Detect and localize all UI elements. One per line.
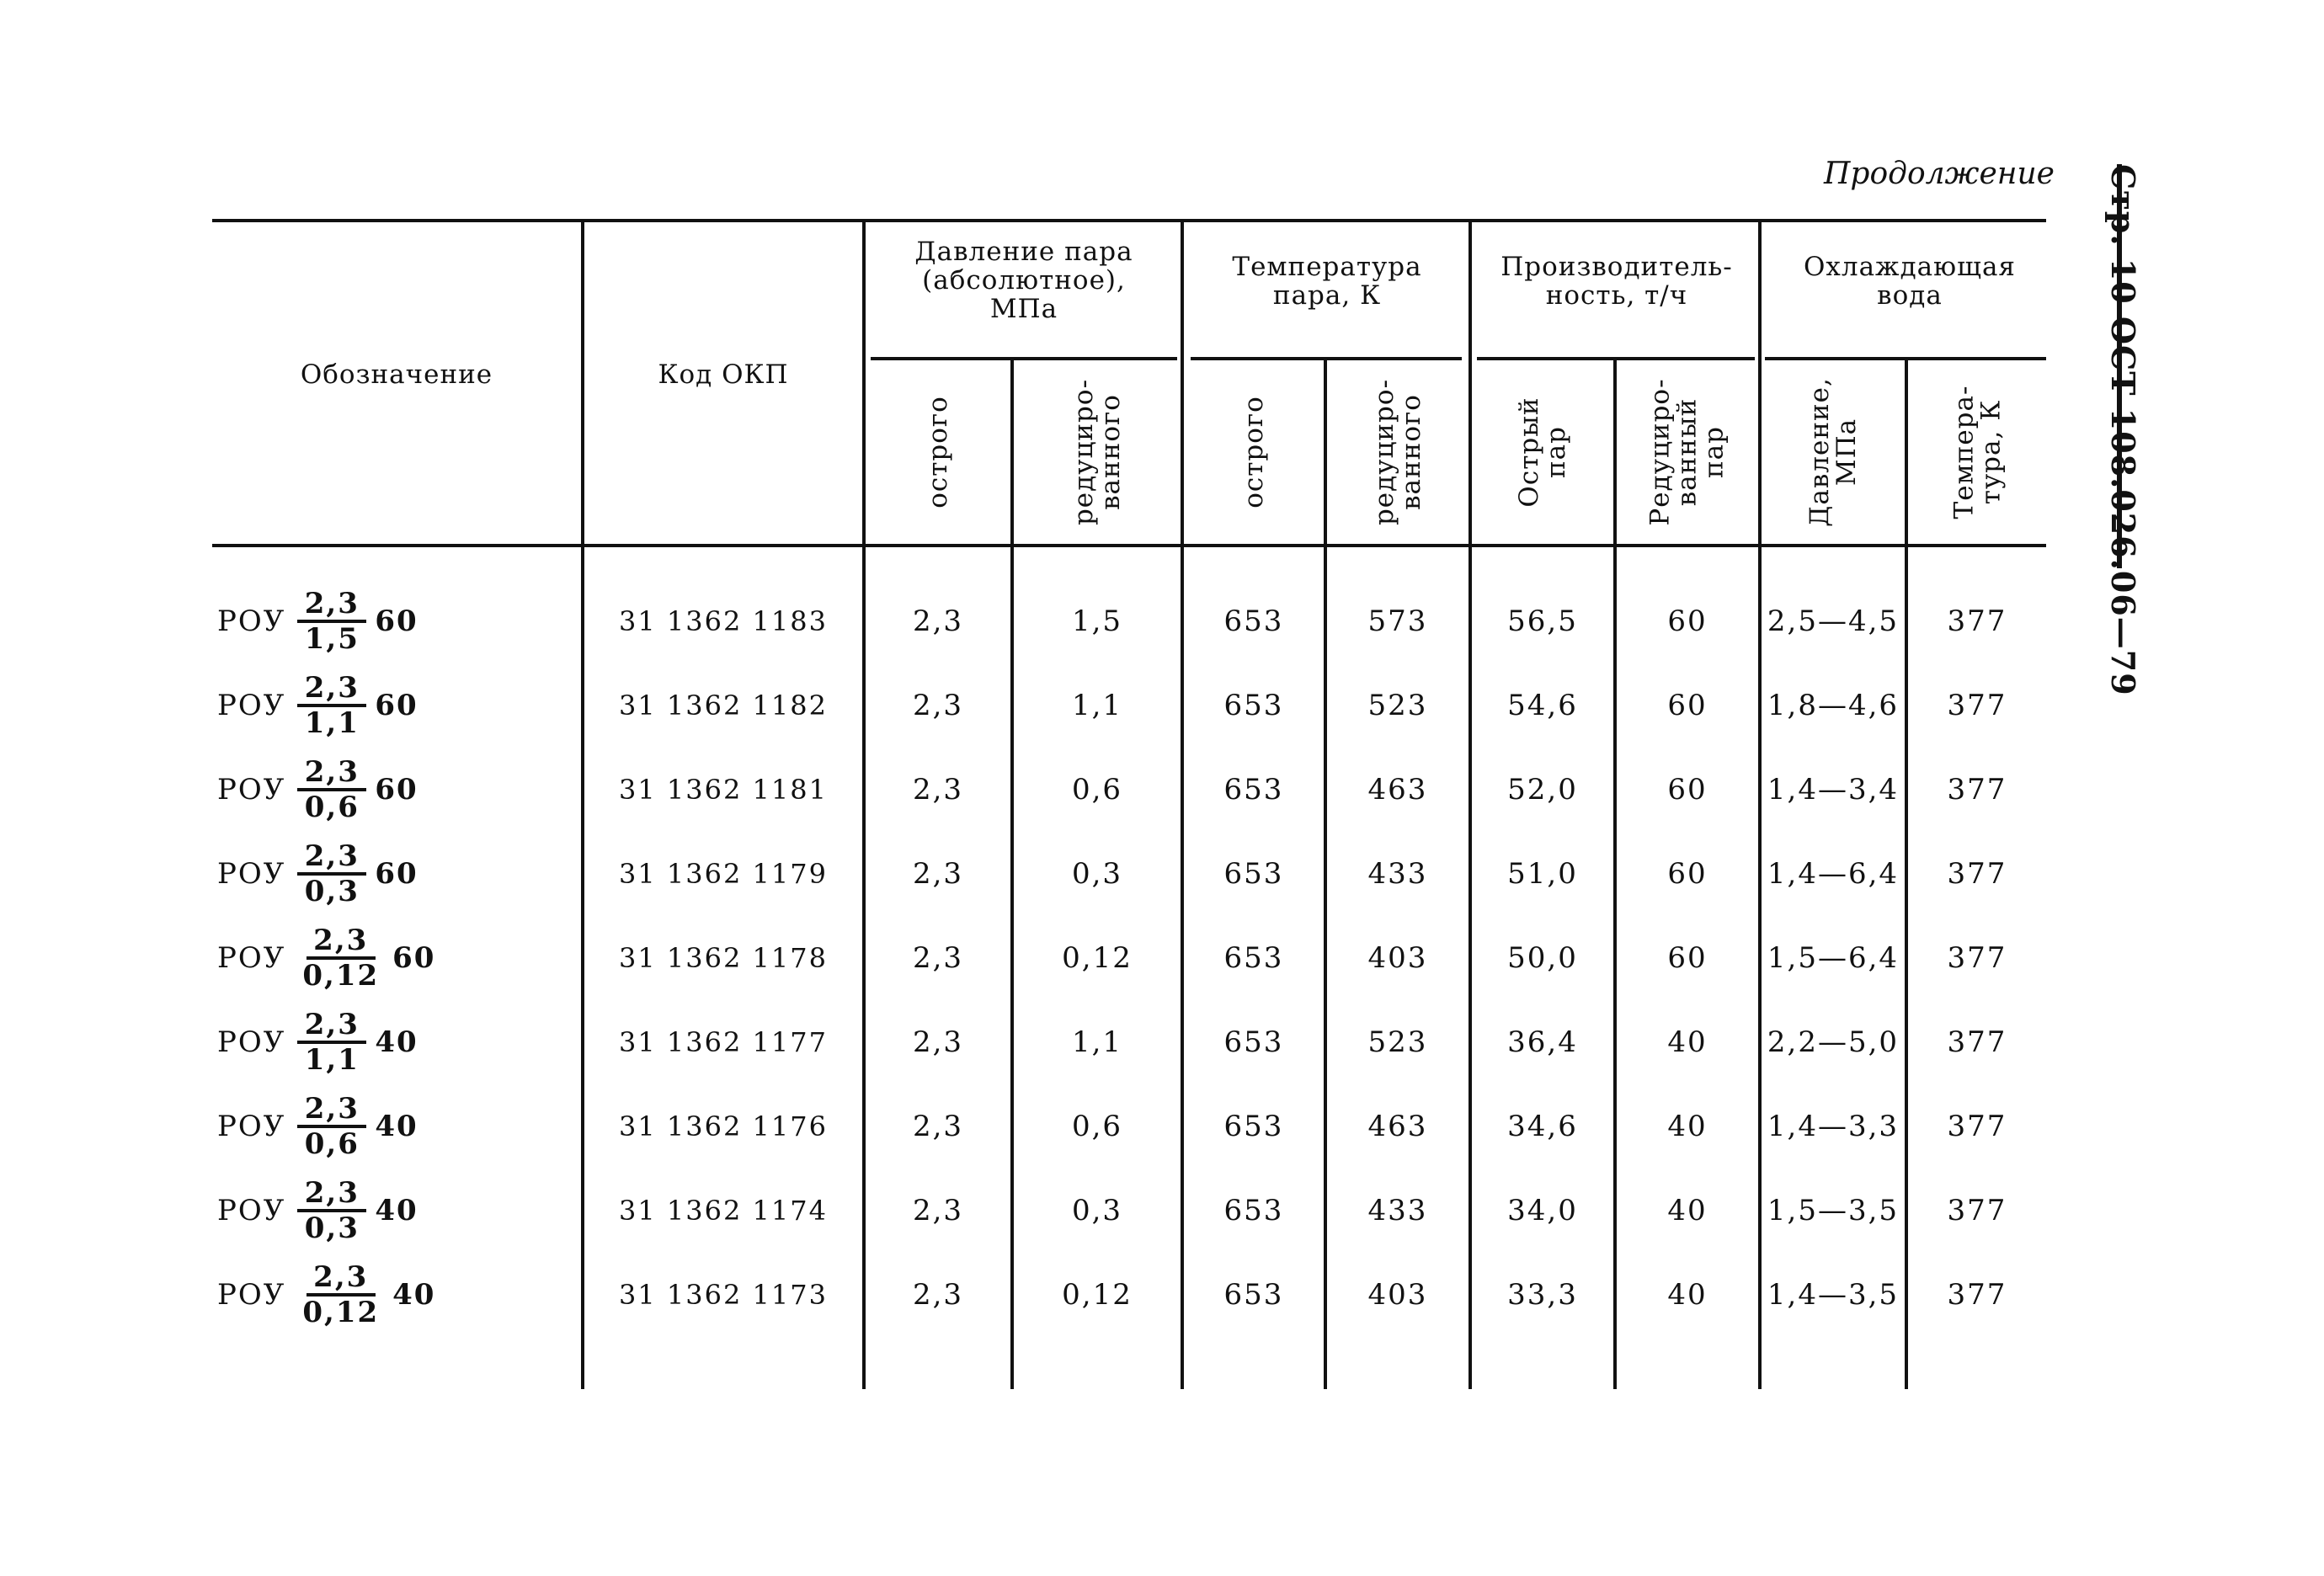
okp-code-cell: 31 1362 1174 [619,1195,828,1227]
table-row [0,663,2324,748]
water-pressure-cell: 1,4—3,4 [1767,773,1900,807]
okp-code-cell: 31 1362 1179 [619,858,828,890]
fraction-denominator: 1,1 [304,706,360,740]
header-steam-pressure: Давление пара (абсолютное), МПа [914,237,1133,324]
designation-cell [217,916,435,1000]
capacity-reduced-cell: 40 [1667,1025,1708,1059]
fraction-denominator: 0,3 [304,1211,360,1245]
water-temp-cell: 377 [1947,689,2007,722]
pressure-fraction [297,756,366,823]
pressure-reduced-cell: 0,6 [1071,1110,1123,1143]
pressure-fraction [297,672,366,739]
pressure-fraction [297,588,366,655]
pressure-reduced-cell: 0,3 [1071,1194,1123,1227]
okp-code-cell: 31 1362 1181 [619,774,828,806]
water-temp-cell: 377 [1947,1194,2007,1227]
water-temp-cell: 377 [1947,1278,2007,1312]
designation-capacity: 60 [375,689,418,722]
table-row [0,1253,2324,1337]
fraction-denominator: 0,3 [304,875,360,908]
temp-live-cell: 653 [1223,604,1284,638]
table-row [0,916,2324,1000]
subheader-pressure-live: острого [923,396,953,508]
pressure-reduced-cell: 0,3 [1071,857,1123,891]
pressure-fraction [297,1177,366,1244]
designation-cell [217,579,418,663]
okp-code-cell: 31 1362 1177 [619,1026,828,1058]
subheader-water-pressure: Давление, МПа [1804,377,1863,527]
capacity-reduced-cell: 40 [1667,1110,1708,1143]
temp-live-cell: 653 [1223,1110,1284,1143]
table-row [0,1000,2324,1084]
designation-capacity: 40 [375,1110,418,1143]
group-rule-pressure [871,357,1177,360]
designation-cell [217,832,418,916]
designation-prefix: РОУ [217,1110,286,1143]
table-row [0,748,2324,832]
fraction-numerator: 2,3 [297,672,366,707]
subheader-capacity-reduced: Редуциро- ванный пар [1645,378,1730,526]
designation-cell [217,1000,418,1084]
pressure-live-cell: 2,3 [912,1025,964,1059]
pressure-reduced-cell: 1,1 [1071,1025,1123,1059]
designation-capacity: 60 [375,857,418,891]
water-pressure-cell: 1,5—6,4 [1767,941,1900,975]
designation-prefix: РОУ [217,1278,286,1312]
header-designation: Обозначение [300,359,493,390]
designation-prefix: РОУ [217,604,286,638]
designation-cell [217,748,418,832]
capacity-reduced-cell: 40 [1667,1194,1708,1227]
water-pressure-cell: 1,4—3,5 [1767,1278,1900,1312]
table-row [0,1169,2324,1253]
designation-prefix: РОУ [217,773,286,807]
fraction-numerator: 2,3 [297,1177,366,1212]
capacity-reduced-cell: 60 [1667,689,1708,722]
header-bottom-rule [212,544,2046,547]
designation-prefix: РОУ [217,1025,286,1059]
capacity-live-cell: 51,0 [1507,857,1578,891]
okp-code-cell: 31 1362 1182 [619,690,828,721]
capacity-reduced-cell: 60 [1667,773,1708,807]
designation-capacity: 60 [375,773,418,807]
subheader-temp-live: острого [1239,396,1269,508]
pressure-fraction [297,1261,384,1328]
side-header-text: Стр. 10 ОСТ 108.026.06—79 [2104,164,2142,696]
temp-live-cell: 653 [1223,1194,1284,1227]
fraction-numerator: 2,3 [297,1093,366,1128]
fraction-numerator: 2,3 [306,1261,376,1296]
temp-reduced-cell: 403 [1367,941,1428,975]
continuation-label: Продолжение [1824,157,2055,191]
table-row [0,579,2324,663]
water-pressure-cell: 1,4—6,4 [1767,857,1900,891]
pressure-live-cell: 2,3 [912,1194,964,1227]
water-temp-cell: 377 [1947,941,2007,975]
okp-code-cell: 31 1362 1176 [619,1110,828,1142]
temp-reduced-cell: 463 [1367,773,1428,807]
temp-reduced-cell: 573 [1367,604,1428,638]
temp-reduced-cell: 463 [1367,1110,1428,1143]
designation-cell [217,1253,435,1337]
pressure-fraction [297,840,366,908]
water-temp-cell: 377 [1947,857,2007,891]
subheader-temp-reduced: редуциро- ванного [1369,378,1427,526]
designation-capacity: 60 [375,604,418,638]
pressure-live-cell: 2,3 [912,773,964,807]
water-temp-cell: 377 [1947,773,2007,807]
fraction-denominator: 1,5 [304,622,360,656]
pressure-live-cell: 2,3 [912,689,964,722]
fraction-numerator: 2,3 [297,1009,366,1044]
pressure-reduced-cell: 0,12 [1062,941,1133,975]
designation-capacity: 40 [392,1278,436,1312]
temp-live-cell: 653 [1223,1278,1284,1312]
fraction-numerator: 2,3 [297,588,366,623]
pressure-fraction [297,1093,366,1160]
header-steam-temperature: Температура пара, К [1232,252,1422,311]
subheader-pressure-reduced: редуциро- ванного [1068,378,1126,526]
table-top-rule [212,219,2046,222]
designation-prefix: РОУ [217,1194,286,1227]
water-temp-cell: 377 [1947,1025,2007,1059]
pressure-live-cell: 2,3 [912,1278,964,1312]
capacity-live-cell: 52,0 [1507,773,1578,807]
capacity-reduced-cell: 40 [1667,1278,1708,1312]
fraction-denominator: 0,12 [302,1296,380,1329]
temp-reduced-cell: 403 [1367,1278,1428,1312]
temp-reduced-cell: 523 [1367,689,1428,722]
designation-prefix: РОУ [217,941,286,975]
fraction-numerator: 2,3 [297,840,366,876]
water-temp-cell: 377 [1947,604,2007,638]
capacity-live-cell: 34,0 [1507,1194,1578,1227]
capacity-live-cell: 50,0 [1507,941,1578,975]
water-pressure-cell: 1,8—4,6 [1767,689,1900,722]
table-row [0,832,2324,916]
designation-prefix: РОУ [217,689,286,722]
capacity-live-cell: 36,4 [1507,1025,1578,1059]
okp-code-cell: 31 1362 1173 [619,1279,828,1311]
designation-capacity: 40 [375,1194,418,1227]
table-row [0,1084,2324,1169]
water-pressure-cell: 2,5—4,5 [1767,604,1900,638]
temp-live-cell: 653 [1223,773,1284,807]
fraction-denominator: 0,6 [304,791,360,824]
pressure-reduced-cell: 1,5 [1071,604,1123,638]
subheader-water-temp: Темпера- тура, К [1948,385,2006,519]
pressure-fraction [297,1009,366,1076]
water-temp-cell: 377 [1947,1110,2007,1143]
water-pressure-cell: 1,4—3,3 [1767,1110,1900,1143]
capacity-live-cell: 33,3 [1507,1278,1578,1312]
okp-code-cell: 31 1362 1178 [619,942,828,974]
designation-cell [217,663,418,748]
designation-cell [217,1084,418,1169]
pressure-reduced-cell: 1,1 [1071,689,1123,722]
pressure-live-cell: 2,3 [912,941,964,975]
side-header [2088,164,2156,696]
pressure-live-cell: 2,3 [912,604,964,638]
temp-live-cell: 653 [1223,941,1284,975]
temp-live-cell: 653 [1223,689,1284,722]
capacity-live-cell: 54,6 [1507,689,1578,722]
pressure-reduced-cell: 0,6 [1071,773,1123,807]
temp-live-cell: 653 [1223,1025,1284,1059]
pressure-fraction [297,924,384,992]
water-pressure-cell: 1,5—3,5 [1767,1194,1900,1227]
pressure-reduced-cell: 0,12 [1062,1278,1133,1312]
fraction-denominator: 0,12 [302,959,380,993]
temp-reduced-cell: 433 [1367,1194,1428,1227]
header-cooling-water: Охлаждающая вода [1803,252,2016,311]
okp-code-cell: 31 1362 1183 [619,605,828,637]
fraction-denominator: 1,1 [304,1043,360,1077]
header-capacity: Производитель-ность, т/ч [1500,252,1733,311]
designation-cell [217,1169,418,1253]
capacity-live-cell: 34,6 [1507,1110,1578,1143]
water-pressure-cell: 2,2—5,0 [1767,1025,1900,1059]
subheader-capacity-live: Острый пар [1514,397,1571,508]
designation-capacity: 60 [392,941,436,975]
capacity-reduced-cell: 60 [1667,604,1708,638]
designation-capacity: 40 [375,1025,418,1059]
temp-live-cell: 653 [1223,857,1284,891]
temp-reduced-cell: 433 [1367,857,1428,891]
designation-prefix: РОУ [217,857,286,891]
fraction-numerator: 2,3 [306,924,376,960]
pressure-live-cell: 2,3 [912,1110,964,1143]
fraction-numerator: 2,3 [297,756,366,791]
capacity-reduced-cell: 60 [1667,941,1708,975]
pressure-live-cell: 2,3 [912,857,964,891]
fraction-denominator: 0,6 [304,1127,360,1161]
header-okp-code: Код ОКП [658,359,789,390]
capacity-reduced-cell: 60 [1667,857,1708,891]
capacity-live-cell: 56,5 [1507,604,1578,638]
temp-reduced-cell: 523 [1367,1025,1428,1059]
